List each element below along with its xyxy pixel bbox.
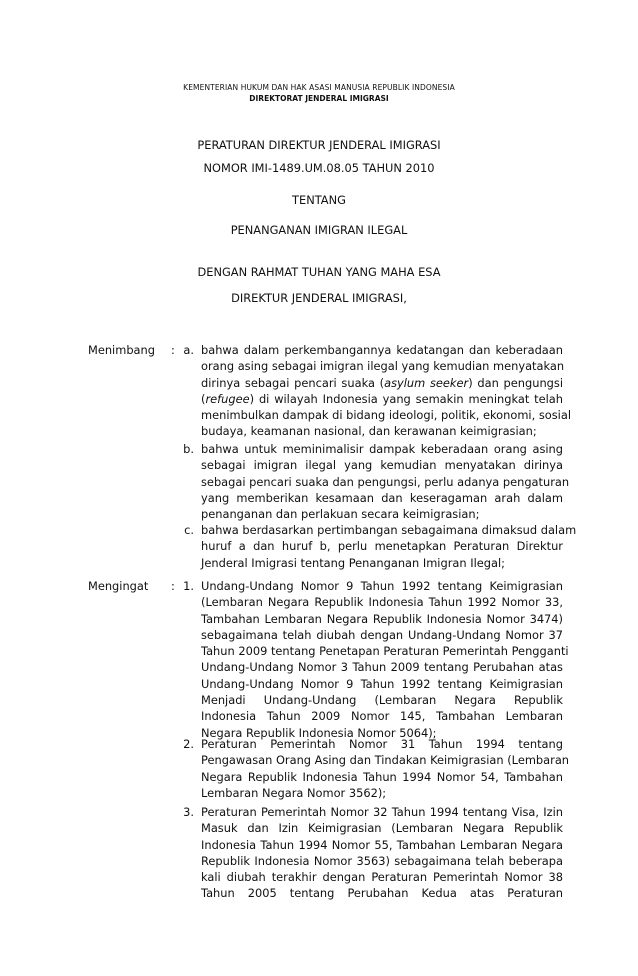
text-line: sebagai imigran ilegal yang kemudian menyatakan dirinya — [201, 458, 563, 473]
section-label: Menimbang — [88, 343, 155, 357]
text-line: Undang-Undang Nomor 3 Tahun 2009 tentang Perubahan atas — [201, 660, 563, 675]
ministry-name: KEMENTERIAN HUKUM DAN HAK ASASI MANUSIA REPUBLIK INDONESIA — [183, 83, 455, 92]
item-text — [201, 342, 571, 440]
directorate-name: DIREKTORAT JENDERAL IMIGRASI — [249, 94, 389, 103]
text-line: yang memberikan kesamaan dan keseragaman arah dalam — [201, 490, 563, 505]
text-line: Lembaran Negara Nomor 3562); — [201, 785, 387, 800]
text-line: kali diubah terakhir dengan Peraturan Pemerintah Nomor 38 — [201, 870, 563, 885]
issuer-title: DIREKTUR JENDERAL IMIGRASI, — [231, 291, 407, 305]
text-line: budaya, keamanan nasional, dan kerawanan keimigrasian; — [201, 424, 537, 439]
item-text — [201, 736, 570, 801]
letterhead — [0, 82, 638, 104]
text-line: bahwa berdasarkan pertimbangan sebagaimana dimaksud dalam — [201, 523, 577, 537]
section-colon: : — [171, 343, 175, 357]
text-line: Menjadi Undang-Undang (Lembaran Negara Republik — [201, 693, 563, 708]
item-text — [201, 522, 577, 571]
text-line: menimbulkan dampak di bidang ideologi, politik, ekonomi, sosial — [201, 408, 571, 423]
text-line: bahwa untuk meminimalisir dampak keberadaan orang asing — [201, 442, 563, 456]
regulation-number: NOMOR IMI-1489.UM.08.05 TAHUN 2010 — [203, 161, 435, 175]
regulation-title: PERATURAN DIREKTUR JENDERAL IMIGRASI — [197, 138, 441, 152]
item-marker: b. — [183, 442, 194, 456]
text-line: huruf a dan huruf b, perlu menetapkan Peraturan Direktur — [201, 539, 563, 554]
item-marker: 2. — [183, 737, 194, 751]
text-line: Republik Indonesia Nomor 3563) sebagaimana telah beberapa — [201, 853, 563, 868]
item-marker: 1. — [183, 579, 194, 593]
text-line: sebagaimana telah diubah dengan Undang-Undang Nomor 37 — [201, 627, 563, 642]
text-line: Undang-Undang Nomor 9 Tahun 1992 tentang Keimigrasian — [201, 579, 563, 593]
text-line: Undang-Undang Nomor 9 Tahun 1992 tentang Keimigrasian — [201, 676, 563, 691]
text-line: (refugee) di wilayah Indonesia yang semakin meningkat telah — [201, 391, 563, 406]
text-line: Pengawasan Orang Asing dan Tindakan Keimigrasian (Lembaran — [201, 753, 570, 768]
section-label: Mengingat — [88, 579, 149, 593]
text-line: dirinya sebagai pencari suaka (asylum seeker) dan pengungsi — [201, 375, 563, 390]
item-marker: a. — [183, 343, 194, 357]
text-line: Tahun 2005 tentang Perubahan Kedua atas Peraturan — [201, 886, 563, 901]
preamble-invocation: DENGAN RAHMAT TUHAN YANG MAHA ESA — [197, 265, 441, 279]
item-text — [201, 804, 563, 902]
item-text — [201, 578, 569, 741]
text-line: Negara Republik Indonesia Nomor 5064); — [201, 725, 437, 740]
text-line: Jenderal Imigrasi tentang Penanganan Imigran Ilegal; — [201, 555, 505, 570]
text-line: Peraturan Pemerintah Nomor 31 Tahun 1994 tentang — [201, 737, 563, 751]
section-colon: : — [171, 579, 175, 593]
text-line: penanganan dan perlakuan secara keimigrasian; — [201, 507, 480, 522]
text-line: Tambahan Lembaran Negara Republik Indonesia Nomor 3474) — [201, 611, 563, 626]
text-line: Indonesia Tahun 2009 Nomor 145, Tambahan Lembaran — [201, 709, 563, 724]
item-text — [201, 441, 570, 522]
item-marker: 3. — [183, 805, 194, 819]
text-line: Tahun 2009 tentang Penetapan Peraturan Pemerintah Pengganti — [201, 644, 569, 659]
regulation-subject: PENANGANAN IMIGRAN ILEGAL — [230, 223, 408, 237]
text-line: Indonesia Tahun 1994 Nomor 55, Tambahan Lembaran Negara — [201, 837, 563, 852]
text-line: Masuk dan Izin Keimigrasian (Lembaran Negara Republik — [201, 821, 563, 836]
text-line: (Lembaran Negara Republik Indonesia Tahun 1992 Nomor 33, — [201, 595, 563, 610]
text-line: Peraturan Pemerintah Nomor 32 Tahun 1994 tentang Visa, Izin — [201, 805, 563, 819]
regulation-about: TENTANG — [292, 193, 346, 207]
item-marker: c. — [184, 523, 194, 537]
text-line: Negara Republik Indonesia Tahun 1994 Nomor 54, Tambahan — [201, 769, 563, 784]
text-line: sebagai pencari suaka dan pengungsi, perlu adanya pengaturan — [201, 474, 570, 489]
text-line: bahwa dalam perkembangannya kedatangan dan keberadaan — [201, 343, 563, 357]
text-line: orang asing sebagai imigran ilegal yang kemudian menyatakan — [201, 359, 565, 374]
